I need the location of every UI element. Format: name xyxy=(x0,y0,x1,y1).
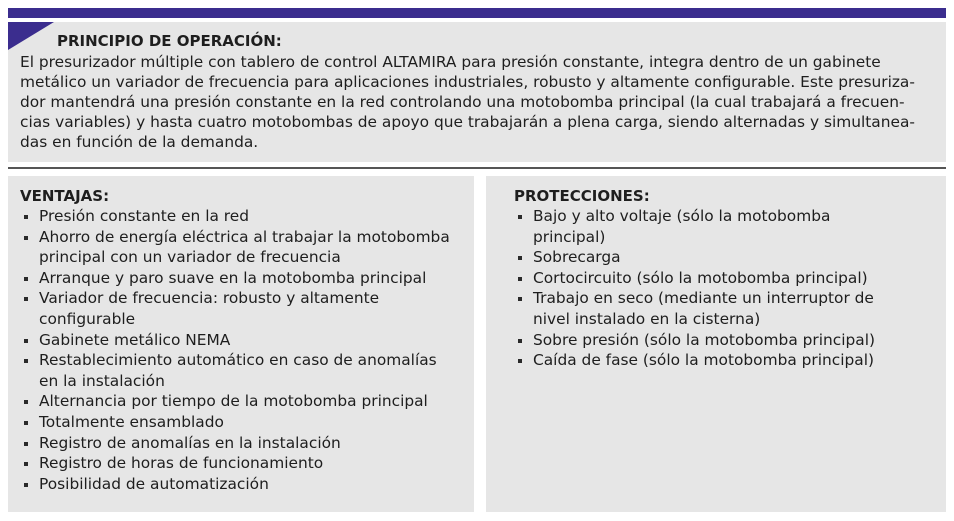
list-item-text: Caída de fase (sólo la motobomba principal) xyxy=(533,351,875,370)
list-item xyxy=(514,206,875,247)
list-item xyxy=(20,268,450,289)
list-item xyxy=(20,433,450,454)
list-item-text: configurable xyxy=(39,309,136,328)
list-item xyxy=(514,247,875,268)
ventajas-list xyxy=(20,206,450,494)
list-item xyxy=(20,206,450,227)
protecciones-panel xyxy=(486,176,946,512)
principio-line: dor mantendrá una presión constante en la red controlando una motobomba principal (la cual trabajará a frecuen- xyxy=(20,93,905,111)
list-item xyxy=(20,391,450,412)
list-item xyxy=(514,350,875,371)
principio-line: metálico un variador de frecuencia para aplicaciones industriales, robusto y altamente configurable. Este presuriza- xyxy=(20,73,915,91)
list-item xyxy=(514,330,875,351)
ventajas-title: VENTAJAS: xyxy=(20,187,110,205)
list-item-text: nivel instalado en la cisterna) xyxy=(533,309,761,328)
list-item-text: Arranque y paro suave en la motobomba principal xyxy=(39,268,427,287)
principio-line: El presurizador múltiple con tablero de control ALTAMIRA para presión constante, integra dentro de un gabinete xyxy=(20,53,881,71)
list-item xyxy=(514,288,875,329)
top-accent-bar xyxy=(8,8,946,18)
list-item-text: en la instalación xyxy=(39,371,165,390)
list-item-text: principal) xyxy=(533,227,606,246)
list-item-text: Sobre presión (sólo la motobomba principal) xyxy=(533,330,875,349)
ventajas-panel xyxy=(8,176,474,512)
list-item-text: Bajo y alto voltaje (sólo la motobomba xyxy=(533,207,831,225)
list-item xyxy=(20,330,450,351)
section-divider xyxy=(8,167,946,169)
list-item xyxy=(514,268,875,289)
list-item xyxy=(20,288,450,329)
principio-line: cias variables) y hasta cuatro motobombas de apoyo que trabajarán a plena carga, siendo alternadas y simultanea- xyxy=(20,113,915,131)
list-item-text: Variador de frecuencia: robusto y altamente xyxy=(39,289,380,308)
list-item-text: Gabinete metálico NEMA xyxy=(39,330,231,349)
list-item xyxy=(20,350,450,391)
list-item-text: Sobrecarga xyxy=(533,248,621,267)
list-item-text: Cortocircuito (sólo la motobomba principal) xyxy=(533,268,868,287)
list-item-text: Totalmente ensamblado xyxy=(39,412,224,431)
principio-line: das en función de la demanda. xyxy=(20,133,259,151)
list-item-text: Trabajo en seco (mediante un interruptor de xyxy=(533,289,874,308)
list-item-text: Restablecimiento automático en caso de anomalías xyxy=(39,351,437,370)
corner-triangle-decoration xyxy=(8,22,54,50)
principio-title: PRINCIPIO DE OPERACIÓN: xyxy=(57,32,282,50)
protecciones-title: PROTECCIONES: xyxy=(514,187,650,205)
list-item-text: Posibilidad de automatización xyxy=(39,474,269,493)
list-item xyxy=(20,474,450,495)
list-item-text: Registro de anomalías en la instalación xyxy=(39,433,341,452)
list-item-text: Presión constante en la red xyxy=(39,207,250,225)
list-item xyxy=(20,412,450,433)
list-item-text: Registro de horas de funcionamiento xyxy=(39,454,324,473)
list-item xyxy=(20,453,450,474)
list-item xyxy=(20,227,450,268)
list-item-text: Alternancia por tiempo de la motobomba principal xyxy=(39,392,428,411)
list-item-text: Ahorro de energía eléctrica al trabajar la motobomba xyxy=(39,227,450,246)
principio-paragraph xyxy=(20,52,936,152)
protecciones-list xyxy=(514,206,875,371)
list-item-text: principal con un variador de frecuencia xyxy=(39,248,341,267)
